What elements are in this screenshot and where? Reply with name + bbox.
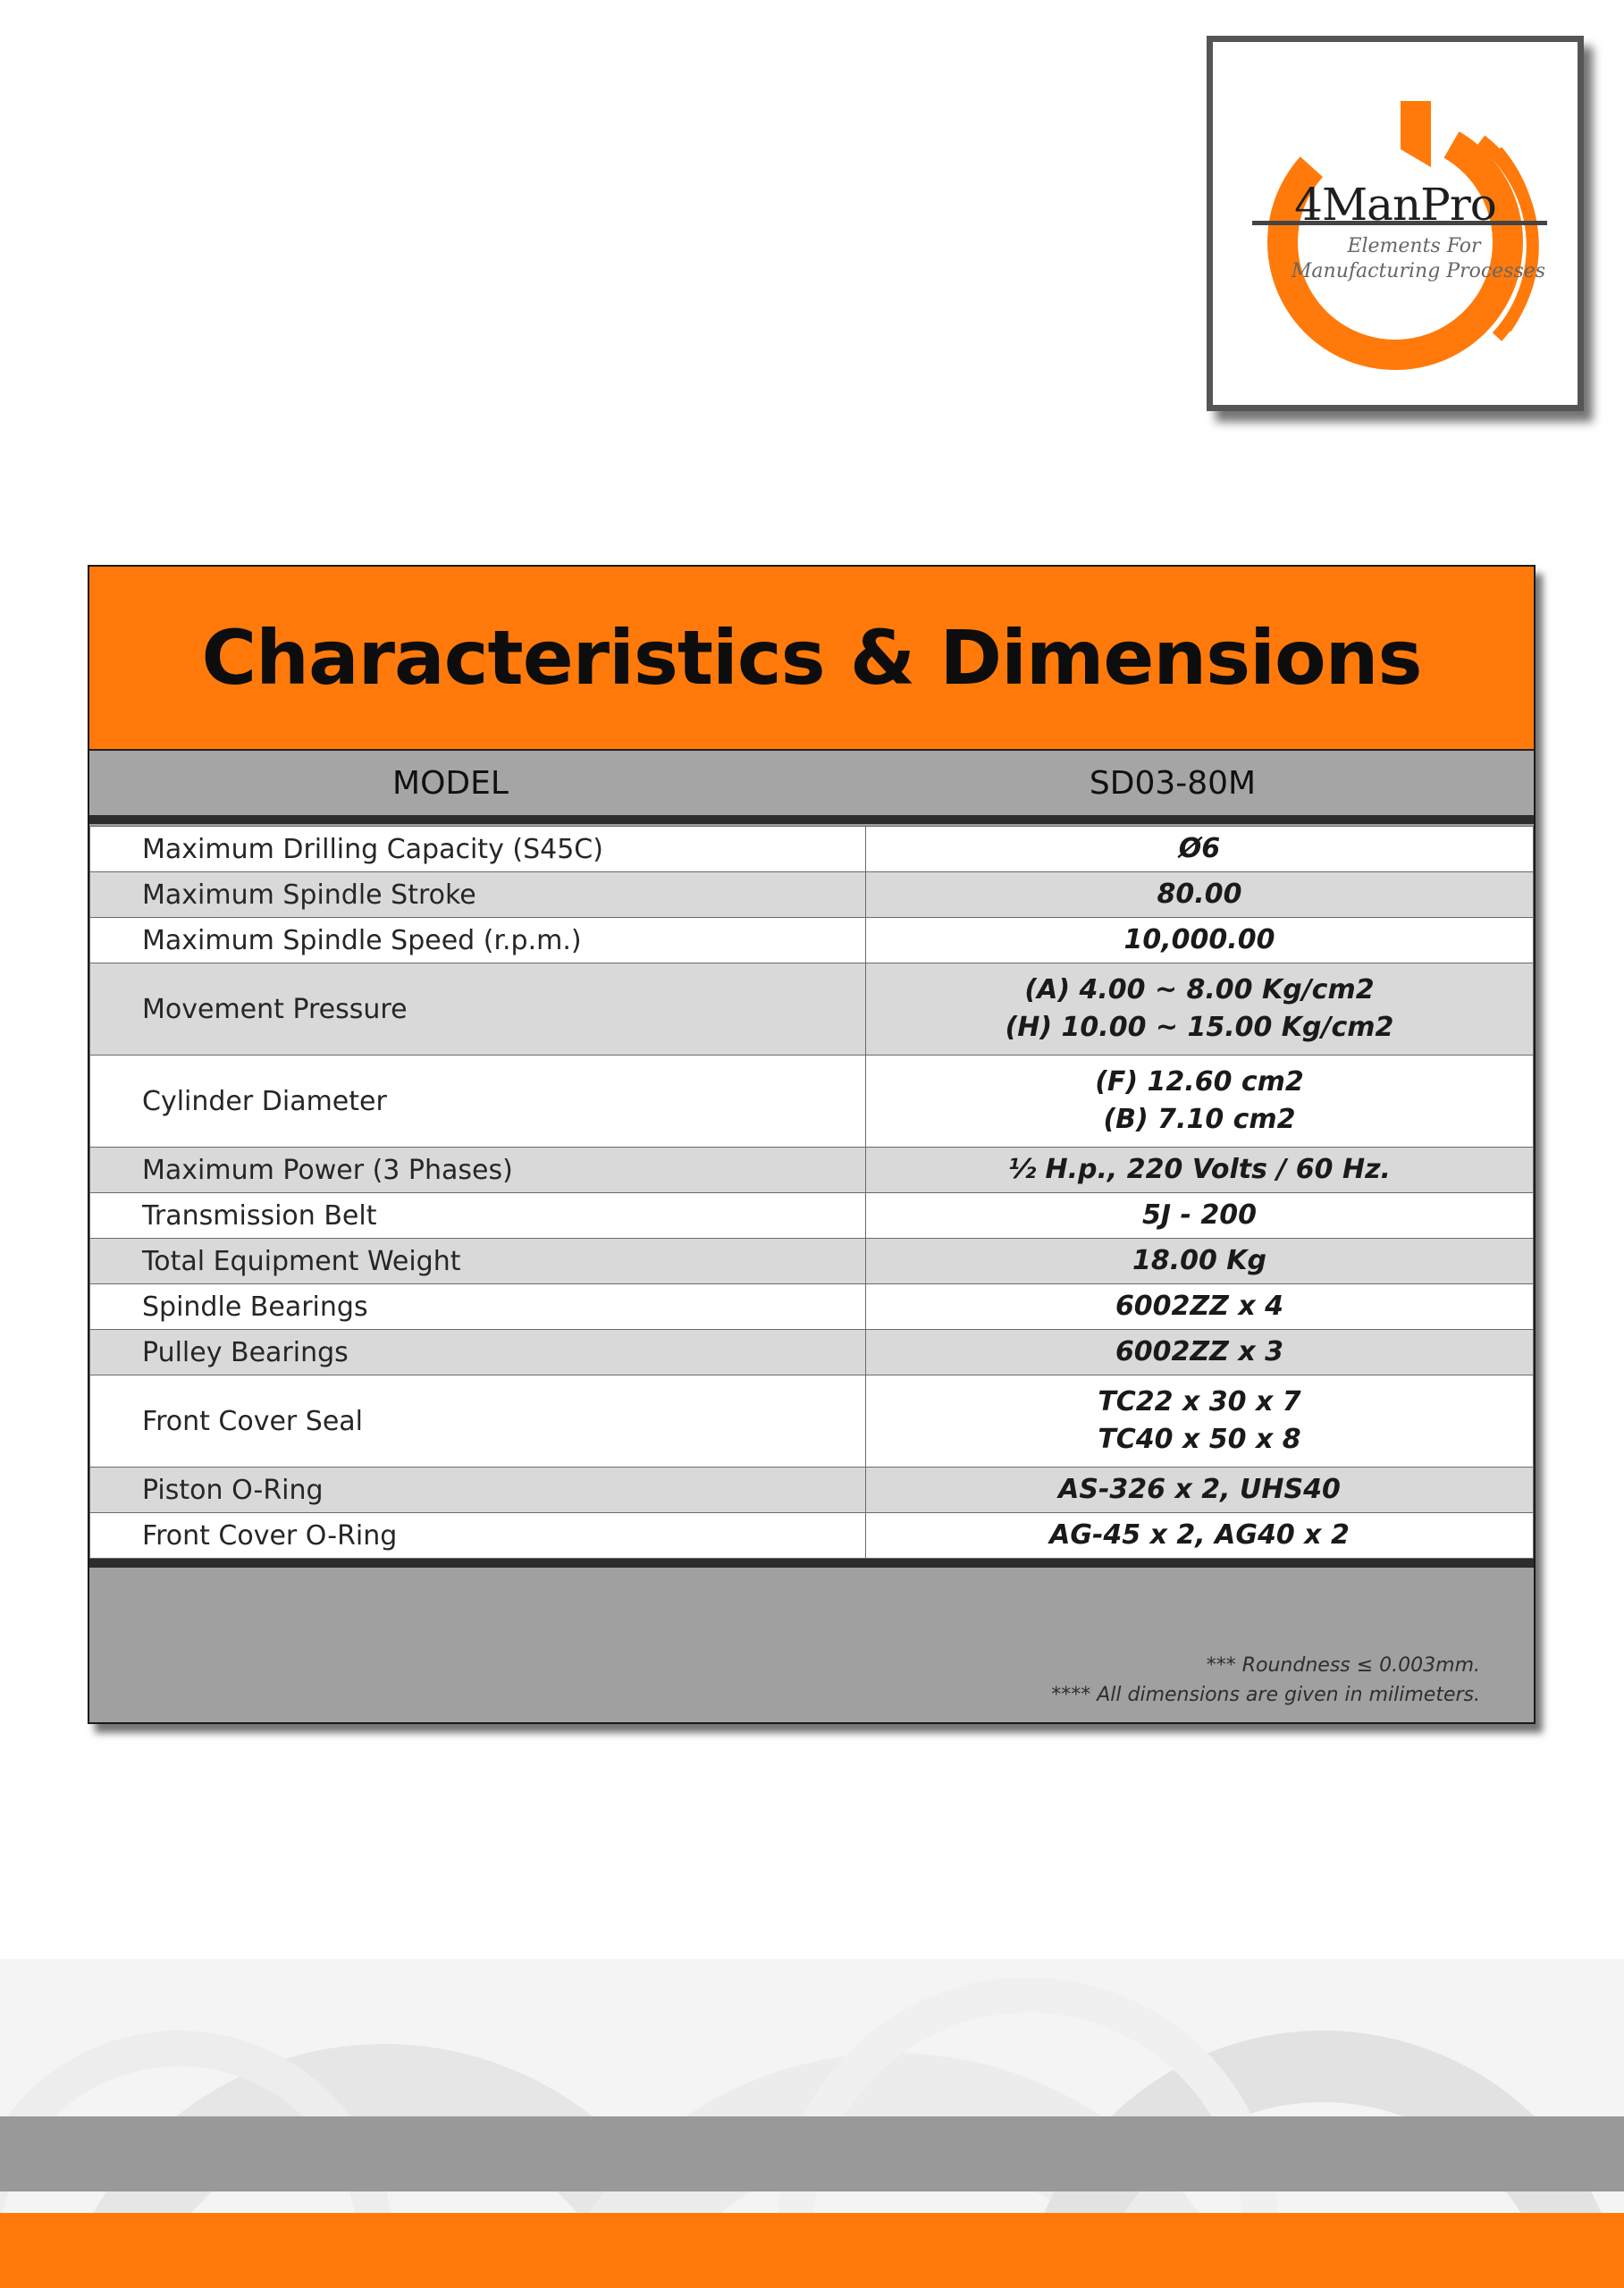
- spec-row: [90, 1239, 1534, 1284]
- spec-value: [866, 918, 1534, 963]
- model-label: MODEL: [392, 764, 509, 802]
- footer-decoration: [0, 1959, 1624, 2288]
- footnote-units: **** All dimensions are given in milimeters.: [1051, 1684, 1480, 1706]
- spec-row: [90, 1056, 1534, 1148]
- company-logo: [1207, 36, 1584, 411]
- spec-value: [866, 827, 1534, 872]
- logo-tagline-line1: Elements For: [1347, 235, 1481, 257]
- spec-row: [90, 918, 1534, 963]
- spec-value: [866, 872, 1534, 918]
- spec-value-line: TC22 x 30 x 7: [1098, 1386, 1301, 1417]
- spec-label: Pulley Bearings: [90, 1330, 866, 1375]
- spec-row: [90, 1284, 1534, 1330]
- spec-value: [866, 1375, 1534, 1468]
- spec-value: [866, 1056, 1534, 1148]
- spec-value-line: (A) 4.00 ~ 8.00 Kg/cm2: [1024, 974, 1375, 1005]
- spec-value: [866, 1284, 1534, 1330]
- divider: [89, 815, 1534, 824]
- spec-value-line: 6002ZZ x 4: [1115, 1291, 1284, 1322]
- spec-row: [90, 827, 1534, 872]
- spec-label: Total Equipment Weight: [90, 1239, 866, 1284]
- spec-value-line: 80.00: [1157, 879, 1242, 910]
- spec-label: Piston O-Ring: [90, 1468, 866, 1513]
- spec-value: [866, 1193, 1534, 1239]
- spec-value-line: TC40 x 50 x 8: [1098, 1424, 1301, 1455]
- spec-value: [866, 1239, 1534, 1284]
- spec-row: [90, 1375, 1534, 1468]
- spec-label: Front Cover O-Ring: [90, 1513, 866, 1559]
- spec-row: [90, 1468, 1534, 1513]
- footnote-roundness: *** Roundness ≤ 0.003mm.: [1206, 1654, 1480, 1677]
- spec-row: [90, 1330, 1534, 1375]
- spec-label: Maximum Power (3 Phases): [90, 1148, 866, 1193]
- spec-label: Maximum Spindle Speed (r.p.m.): [90, 918, 866, 963]
- spec-value-line: AS-326 x 2, UHS40: [1058, 1474, 1341, 1505]
- spec-value-line: 18.00 Kg: [1132, 1245, 1267, 1276]
- spec-label: Movement Pressure: [90, 963, 866, 1056]
- spec-row: [90, 963, 1534, 1056]
- spec-value-line: (B) 7.10 cm2: [1103, 1104, 1296, 1135]
- logo-tagline-line2: Manufacturing Processes: [1291, 260, 1546, 282]
- spec-row: [90, 1148, 1534, 1193]
- spec-value: [866, 1468, 1534, 1513]
- spec-label: Cylinder Diameter: [90, 1056, 866, 1148]
- spec-value-line: 5J - 200: [1142, 1199, 1257, 1231]
- model-row: [89, 751, 1534, 815]
- page-title: Characteristics & Dimensions: [201, 614, 1422, 702]
- spec-value-line: (F) 12.60 cm2: [1095, 1066, 1304, 1098]
- spec-value-line: 10,000.00: [1123, 924, 1275, 955]
- spec-value-line: Ø6: [1178, 833, 1221, 864]
- spec-value-line: (H) 10.00 ~ 15.00 Kg/cm2: [1005, 1012, 1394, 1043]
- logo-brand-text: 4ManPro: [1294, 179, 1496, 231]
- spec-row: [90, 1513, 1534, 1559]
- panel-header: [89, 567, 1534, 751]
- spec-value: [866, 963, 1534, 1056]
- spec-label: Spindle Bearings: [90, 1284, 866, 1330]
- spec-value-line: ½ H.p., 220 Volts / 60 Hz.: [1008, 1154, 1391, 1185]
- divider: [89, 1559, 1534, 1568]
- spec-row: [90, 1193, 1534, 1239]
- spec-value: [866, 1330, 1534, 1375]
- spec-table: [89, 826, 1534, 1559]
- spec-label: Maximum Drilling Capacity (S45C): [90, 827, 866, 872]
- spec-label: Front Cover Seal: [90, 1375, 866, 1468]
- footnotes: [1051, 1651, 1480, 1710]
- spec-value-line: AG-45 x 2, AG40 x 2: [1049, 1519, 1350, 1551]
- spec-value: [866, 1148, 1534, 1193]
- spec-label: Transmission Belt: [90, 1193, 866, 1239]
- spec-panel: [88, 565, 1536, 1724]
- spec-value-line: 6002ZZ x 3: [1115, 1336, 1284, 1367]
- spec-label: Maximum Spindle Stroke: [90, 872, 866, 918]
- spec-row: [90, 872, 1534, 918]
- model-value: SD03-80M: [1089, 764, 1257, 802]
- spec-value: [866, 1513, 1534, 1559]
